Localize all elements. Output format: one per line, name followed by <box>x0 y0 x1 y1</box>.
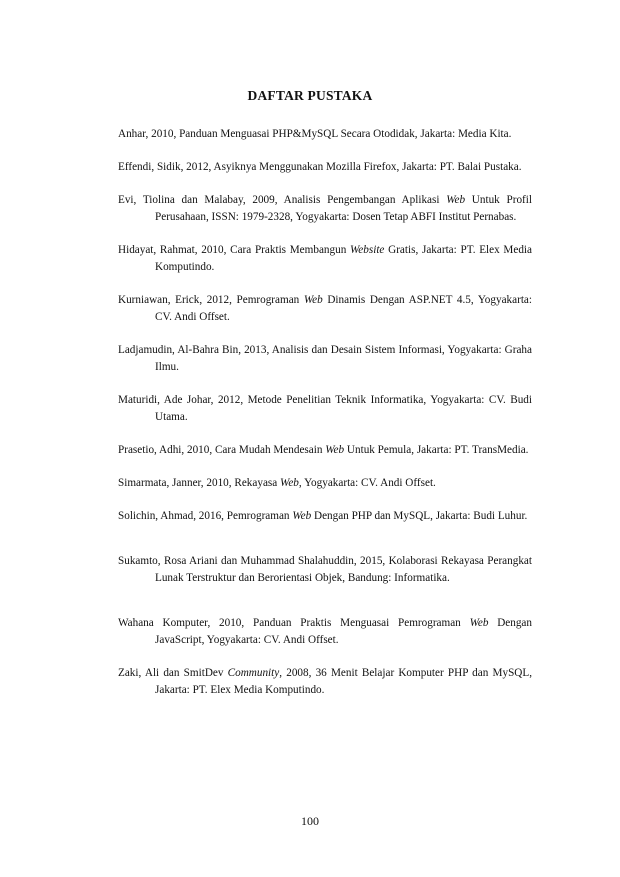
reference-text: Solichin, Ahmad, 2016, Pemrograman <box>118 510 293 522</box>
reference-text: Sukamto, Rosa Ariani dan Muhammad Shalahuddin, 2015, Kolaborasi Rekayasa Perangkat Lunak Terstruktur dan Berorientasi Objek, Bandung: Informatika. <box>118 555 532 584</box>
reference-text: Anhar, 2010, Panduan Menguasai PHP&MySQL Secara Otodidak, Jakarta: Media Kita. <box>118 128 512 140</box>
reference-text: Gratis, Jakarta: PT. Elex Media Komputindo. <box>155 244 532 273</box>
page-number: 100 <box>301 814 319 828</box>
reference-text: Wahana Komputer, 2010, Panduan Praktis Menguasai Pemrograman <box>118 617 470 629</box>
reference-entry <box>118 392 532 426</box>
reference-italic-text: Web <box>325 444 345 456</box>
reference-text: Prasetio, Adhi, 2010, Cara Mudah Mendesain <box>118 444 326 456</box>
reference-italic-text: Web <box>303 294 323 306</box>
reference-entry <box>118 665 532 699</box>
reference-entry <box>118 292 532 326</box>
reference-entry <box>118 553 532 587</box>
reference-text: Kurniawan, Erick, 2012, Pemrograman <box>118 294 304 306</box>
reference-text: Zaki, Ali dan SmitDev <box>118 667 228 679</box>
reference-italic-text: Web <box>292 510 312 522</box>
reference-entry <box>118 192 532 226</box>
reference-italic-text: Website <box>350 244 385 256</box>
reference-italic-text: Web <box>280 477 299 489</box>
reference-entry <box>118 615 532 649</box>
reference-text: Dinamis Dengan ASP.NET 4.5, Yogyakarta: CV. Andi Offset. <box>155 294 533 323</box>
reference-entry <box>118 475 532 492</box>
reference-text: Dengan PHP dan MySQL, Jakarta: Budi Luhur. <box>311 510 528 522</box>
reference-text: Simarmata, Janner, 2010, Rekayasa <box>118 477 281 489</box>
reference-entry <box>118 342 532 376</box>
reference-text: Untuk Profil Perusahaan, ISSN: 1979-2328, Yogyakarta: Dosen Tetap ABFI Institut Pernabas. <box>155 194 532 223</box>
reference-entry <box>118 159 532 176</box>
reference-text: , 2008, 36 Menit Belajar Komputer PHP dan MySQL, Jakarta: PT. Elex Media Komputindo. <box>155 667 532 696</box>
reference-entry <box>118 508 532 525</box>
reference-text: , Yogyakarta: CV. Andi Offset. <box>298 477 436 489</box>
reference-text: Dengan JavaScript, Yogyakarta: CV. Andi Offset. <box>155 617 532 646</box>
reference-entry <box>118 126 532 143</box>
reference-text: Hidayat, Rahmat, 2010, Cara Praktis Membangun <box>118 244 351 256</box>
reference-italic-text: Community <box>227 667 280 679</box>
page-title: DAFTAR PUSTAKA <box>247 88 373 103</box>
reference-text: Maturidi, Ade Johar, 2012, Metode Penelitian Teknik Informatika, Yogyakarta: CV. Budi Utama. <box>118 394 532 423</box>
reference-text: Untuk Pemula, Jakarta: PT. TransMedia. <box>344 444 529 456</box>
reference-text: Evi, Tiolina dan Malabay, 2009, Analisis Pengembangan Aplikasi <box>118 194 447 206</box>
reference-list <box>118 126 532 699</box>
reference-italic-text: Web <box>469 617 489 629</box>
reference-text: Effendi, Sidik, 2012, Asyiknya Menggunakan Mozilla Firefox, Jakarta: PT. Balai Pustaka. <box>118 161 522 173</box>
reference-entry <box>118 442 532 459</box>
reference-italic-text: Web <box>446 194 466 206</box>
reference-text: Ladjamudin, Al-Bahra Bin, 2013, Analisis dan Desain Sistem Informasi, Yogyakarta: Graha Ilmu. <box>118 344 532 373</box>
reference-entry <box>118 242 532 276</box>
